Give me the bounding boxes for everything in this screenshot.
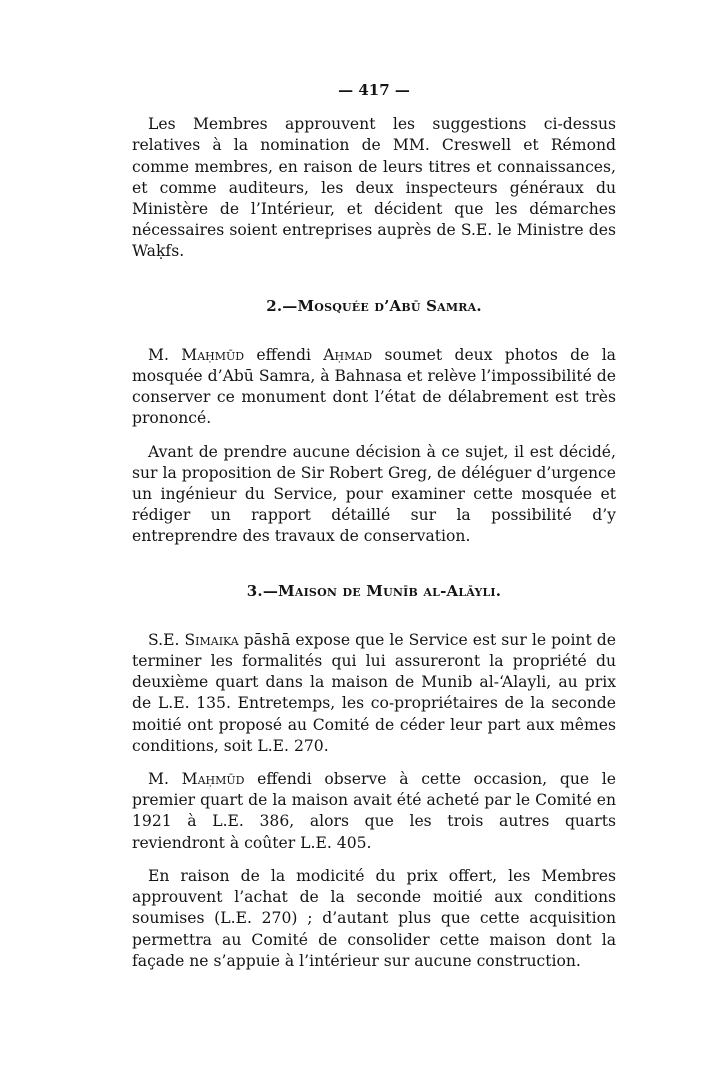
paragraph-text: soumet deux photos de la mosquée d’Abū Samra, à Bahnasa et relève l’impossibilité de conserver ce monument dont l’état de délabrement est très prononcé. (132, 345, 616, 428)
section-number: 2.— (266, 296, 298, 315)
paragraph-mahmud-photos (132, 345, 616, 430)
person-name: S.E. Simaika (148, 630, 239, 649)
page-number: — 417 — (338, 81, 410, 99)
paragraph-mahmud-observe (132, 769, 616, 854)
section-number: 3.— (246, 581, 279, 600)
paragraph-simaika-expose (132, 630, 616, 757)
section-title: Mosquée d’Abū Samra. (297, 296, 482, 315)
paragraph-modicite-prix: En raison de la modicité du prix offert, les Membres approuvent l’achat de la seconde moitié aux conditions soumises (L.E. 270) ; d’autant plus que cette acquisition permettra au Comité de consolider cette maison dont la façade ne s’appuie à l’intérieur sur aucune construction. (132, 866, 616, 970)
section-title: Maison de Munīb al-Alāyli. (278, 581, 502, 600)
document-page (132, 80, 616, 972)
paragraph-membres-approuvent: Les Membres approuvent les suggestions ci-dessus relatives à la nomination de MM. Creswell et Rémond comme membres, en raison de leurs titres et connaissances, et comme auditeurs, les deux inspecteurs généraux du Ministère de l’Intérieur, et décident que les démarches nécessaires soient entreprises auprès de S.E. le Ministre des Waḳfs. (132, 115, 616, 261)
person-name: Aḥmad (323, 345, 373, 364)
paragraph-text: effendi (244, 345, 324, 364)
person-name: M. Maḥmūd (148, 345, 245, 364)
section-heading-maison-munib (132, 581, 616, 602)
person-name: M. Maḥmūd (148, 770, 245, 789)
paragraph-text: effendi observe à cette occasion, que le premier quart de la maison avait été acheté par le Comité en 1921 à L.E. 386, alors que les trois autres quarts reviendront à coûter L.E. 405. (132, 770, 616, 852)
paragraph-text: pāshā expose que le Service est sur le point de terminer les formalités qui lui assureront la propriété du deuxième quart dans la maison de Munib al-‘Alayli, au prix de L.E. 135. Entretemps, les co-propriétaires de la seconde moitié ont proposé au Comité de céder leur part aux mêmes conditions, soit L.E. 270. (132, 630, 616, 755)
paragraph-avant-decision: Avant de prendre aucune décision à ce sujet, il est décidé, sur la proposition de Sir Robert Greg, de déléguer d’urgence un ingénieur du Service, pour examiner cette mosquée et rédiger un rapport détaillé sur la possibilité d’y entreprendre des travaux de conservation. (132, 442, 616, 546)
section-heading-abu-samra (132, 296, 616, 317)
